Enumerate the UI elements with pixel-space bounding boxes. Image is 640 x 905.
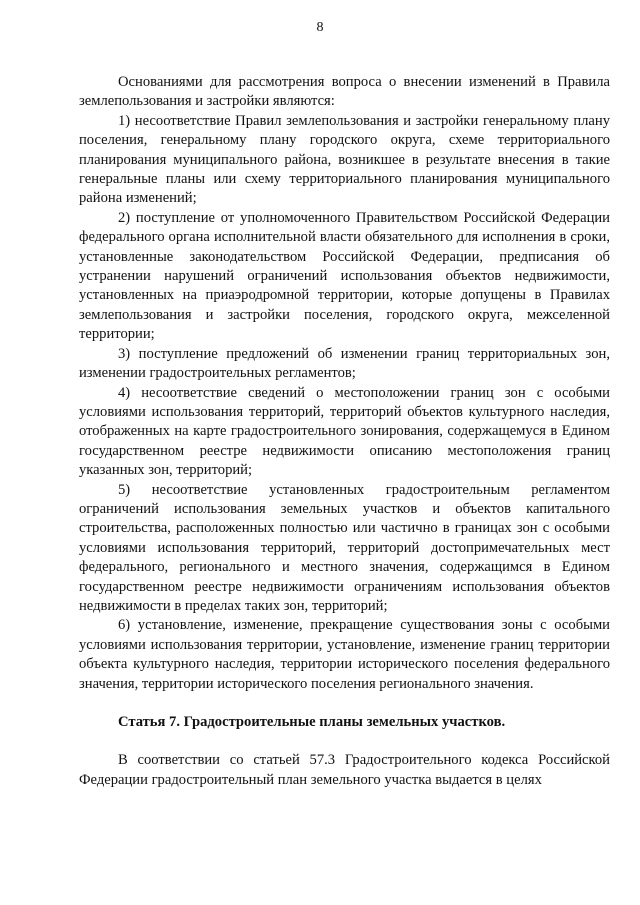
paragraph-item-6: 6) установление, изменение, прекращение существования зоны с особыми условиями использования территории, установление, изменение границ территории объекта культурного наследия, территории исторического поселения федерального значения, территории исторического поселения регионального значения.: [79, 617, 610, 692]
page-number: 8: [316, 20, 324, 35]
paragraph-article-7-intro: В соответствии со статьей 57.3 Градостроительного кодекса Российской Федерации градостроительный план земельного участка выдается в целях: [79, 752, 610, 788]
paragraph-item-5: 5) несоответствие установленных градостроительным регламентом ограничений использования земельных участков и объектов капитального строительства, расположенных полностью или частично в границах зон с особыми условиями использования территорий, территорий достопримечательных мест федерального, регионального и местного значения, содержащимся в Едином государственном реестре недвижимости ограничениям использования объектов недвижимости в пределах таких зон, территорий;: [79, 481, 610, 614]
paragraph-grounds-intro: Основаниями для рассмотрения вопроса о внесении изменений в Правила землепользования и застройки являются:: [79, 74, 610, 110]
paragraph-item-4: 4) несоответствие сведений о местоположении границ зон с особыми условиями использования территорий, территорий объектов культурного наследия, отображенных на карте градостроительного зонирования, содержащемуся в Едином государственном реестре недвижимости описанию местоположения границ указанных зон, территорий;: [79, 384, 610, 479]
document-body: [79, 73, 610, 790]
paragraph-item-2: 2) поступление от уполномоченного Правительством Российской Федерации федерального органа исполнительной власти обязательного для исполнения в сроки, установленные законодательством Российской Федерации, предписания об устранении нарушений ограничений использования объектов недвижимости, установленных на приаэродромной территории, которые допущены в Правилах землепользования и застройки поселения, городского округа, межселенной территории;: [79, 209, 610, 343]
paragraph-item-3: 3) поступление предложений об изменении границ территориальных зон, изменении градостроительных регламентов;: [79, 345, 610, 382]
article-heading: Статья 7. Градостроительные планы земельных участков.: [118, 714, 506, 730]
paragraph-item-1: 1) несоответствие Правил землепользования и застройки генеральному плану поселения, генеральному плану городского округа, схеме территориального планирования муниципального района, возникшее в результате внесения в такие генеральные планы или схему территориального планирования муниципального района изменений;: [79, 112, 610, 207]
